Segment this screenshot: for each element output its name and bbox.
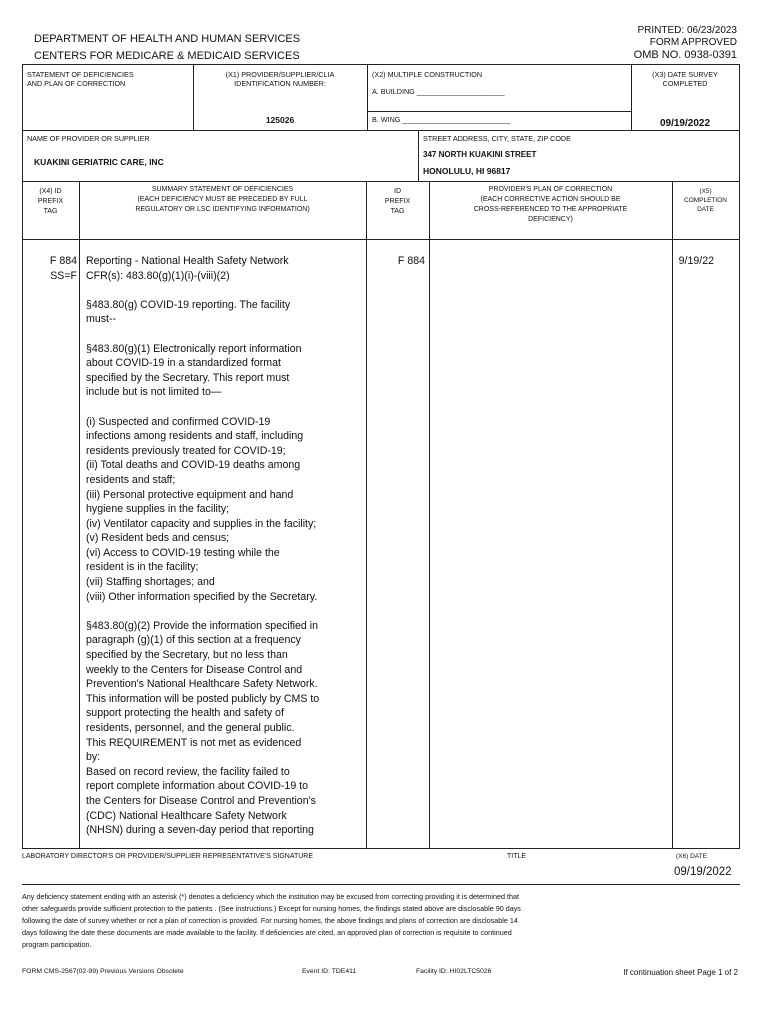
x1-value: 125026 <box>265 115 295 125</box>
statement-label: STATEMENT OF DEFICIENCIES AND PLAN OF CORRECTION <box>27 70 134 88</box>
x1-label: (X1) PROVIDER/SUPPLIER/CLIA IDENTIFICATION NUMBER: <box>225 70 335 88</box>
col-id-header: ID PREFIX TAG <box>384 188 411 215</box>
event-id: Event ID: TDE411 <box>302 968 357 975</box>
rule <box>22 884 740 885</box>
facility-id: Facility ID: HI02LTC5026 <box>416 968 492 975</box>
form-number: FORM CMS-2567(02-99) Previous Versions Obsolete <box>22 968 184 975</box>
rule <box>22 181 740 182</box>
address-line-2: HONOLULU, HI 96817 <box>423 166 511 176</box>
rule <box>672 181 673 848</box>
completion-date: 9/19/22 <box>678 255 714 267</box>
address-line-1: 347 NORTH KUAKINI STREET <box>423 150 537 159</box>
rule <box>429 181 430 848</box>
title-label: TITLE <box>507 853 527 860</box>
provider-name: KUAKINI GERIATRIC CARE, INC <box>34 157 164 167</box>
rule <box>367 64 368 130</box>
signature-label: LABORATORY DIRECTOR'S OR PROVIDER/SUPPLIER REPRESENTATIVE'S SIGNATURE <box>22 853 314 860</box>
rule <box>22 64 23 848</box>
building-label: A. BUILDING ______________________ <box>372 87 505 96</box>
rule <box>22 848 740 849</box>
rule <box>739 64 740 848</box>
agency-line-1: DEPARTMENT OF HEALTH AND HUMAN SERVICES <box>34 33 301 45</box>
col-plan-header: PROVIDER'S PLAN OF CORRECTION (EACH CORRECTIVE ACTION SHOULD BE CROSS-REFERENCED TO THE APPROPRIATE DEFICIENCY) <box>473 186 628 223</box>
rule <box>79 181 80 848</box>
agency-line-2: CENTERS FOR MEDICARE & MEDICAID SERVICES <box>34 50 300 62</box>
omb-number: OMB NO. 0938-0391 <box>633 49 737 61</box>
signature-date: 09/19/2022 <box>674 866 732 878</box>
address-label: STREET ADDRESS, CITY, STATE, ZIP CODE <box>423 134 571 143</box>
printed-date: PRINTED: 06/23/2023 <box>637 25 737 36</box>
x3-label: (X3) DATE SURVEY COMPLETED <box>652 70 718 88</box>
id-tag: F 884 <box>397 255 425 267</box>
col-x4-header: (X4) ID PREFIX TAG <box>37 188 64 215</box>
provider-name-label: NAME OF PROVIDER OR SUPPLIER <box>27 134 150 143</box>
continuation-sheet: If continuation sheet Page 1 of 2 <box>623 968 738 977</box>
rule <box>367 111 631 112</box>
col-x5-header: (X5) COMPLETION DATE <box>684 188 727 213</box>
date-label: (X6) DATE <box>676 853 707 860</box>
rule <box>366 181 367 848</box>
wing-label: B. WING ___________________________ <box>372 115 511 124</box>
disclaimer: Any deficiency statement ending with an asterisk (*) denotes a deficiency which the institution may be excused from correcting providing it is determined that other safeguards provide sufficient protection to the patients . (See instructions.) Except for nursing homes, the findings stated above are disclosable 90 days following the date of survey whether or not a plan of correction is provided. For nursing homes, the above findings and plans of correction are disclosable 14 days following the date these documents are made available to the facility. If deficiencies are cited, an approved plan of correction is requisite to continued program participation. <box>22 892 521 949</box>
col-summary-header: SUMMARY STATEMENT OF DEFICIENCIES (EACH DEFICIENCY MUST BE PRECEDED BY FULL REGULATORY OR LSC IDENTIFYING INFORMATION) <box>135 186 310 213</box>
x3-value: 09/19/2022 <box>659 118 711 129</box>
rule <box>418 130 419 181</box>
rule <box>22 130 740 131</box>
form-approved: FORM APPROVED <box>649 37 737 48</box>
rule <box>22 64 740 65</box>
x2-label: (X2) MULTIPLE CONSTRUCTION <box>372 70 483 79</box>
rule <box>22 239 740 240</box>
summary-statement: Reporting - National Health Safety Network CFR(s): 483.80(g)(1)(i)-(viii)(2) §483.80(g) COVID-19 reporting. The facility must-- §483.80(g)(1) Electronically report information about COVID-19 in a standardized format specified by the Secretary. This report must include but is not limited to— (i) Suspected and confirmed COVID-19 infections among residents and staff, including residents previously treated for COVID-19; (ii) Total deaths and COVID-19 deaths among residents and staff; (iii) Personal protective equipment and hand hygiene supplies in the facility; (iv) Ventilator capacity and supplies in the facility; (v) Resident beds and census; (vi) Access to COVID-19 testing while the resident is in the facility; (vii) Staffing shortages; and (viii) Other information specified by the Secretary. §483.80(g)(2) Provide the information specified in paragraph (g)(1) of this section at a frequency specified by the Secretary, but no less than weekly to the Centers for Disease Control and Prevention's National Healthcare Safety Network. This information will be posted publicly by CMS to support protecting the health and safety of residents, personnel, and the general public. This REQUIREMENT is not met as evidenced by: Based on record review, the facility failed to report complete information about COVID-19 to the Centers for Disease Control and Prevention's (CDC) National Healthcare Safety Network (NHSN) during a seven-day period that reporting <box>86 255 320 837</box>
prefix-tag: F 884 SS=F <box>49 255 77 282</box>
